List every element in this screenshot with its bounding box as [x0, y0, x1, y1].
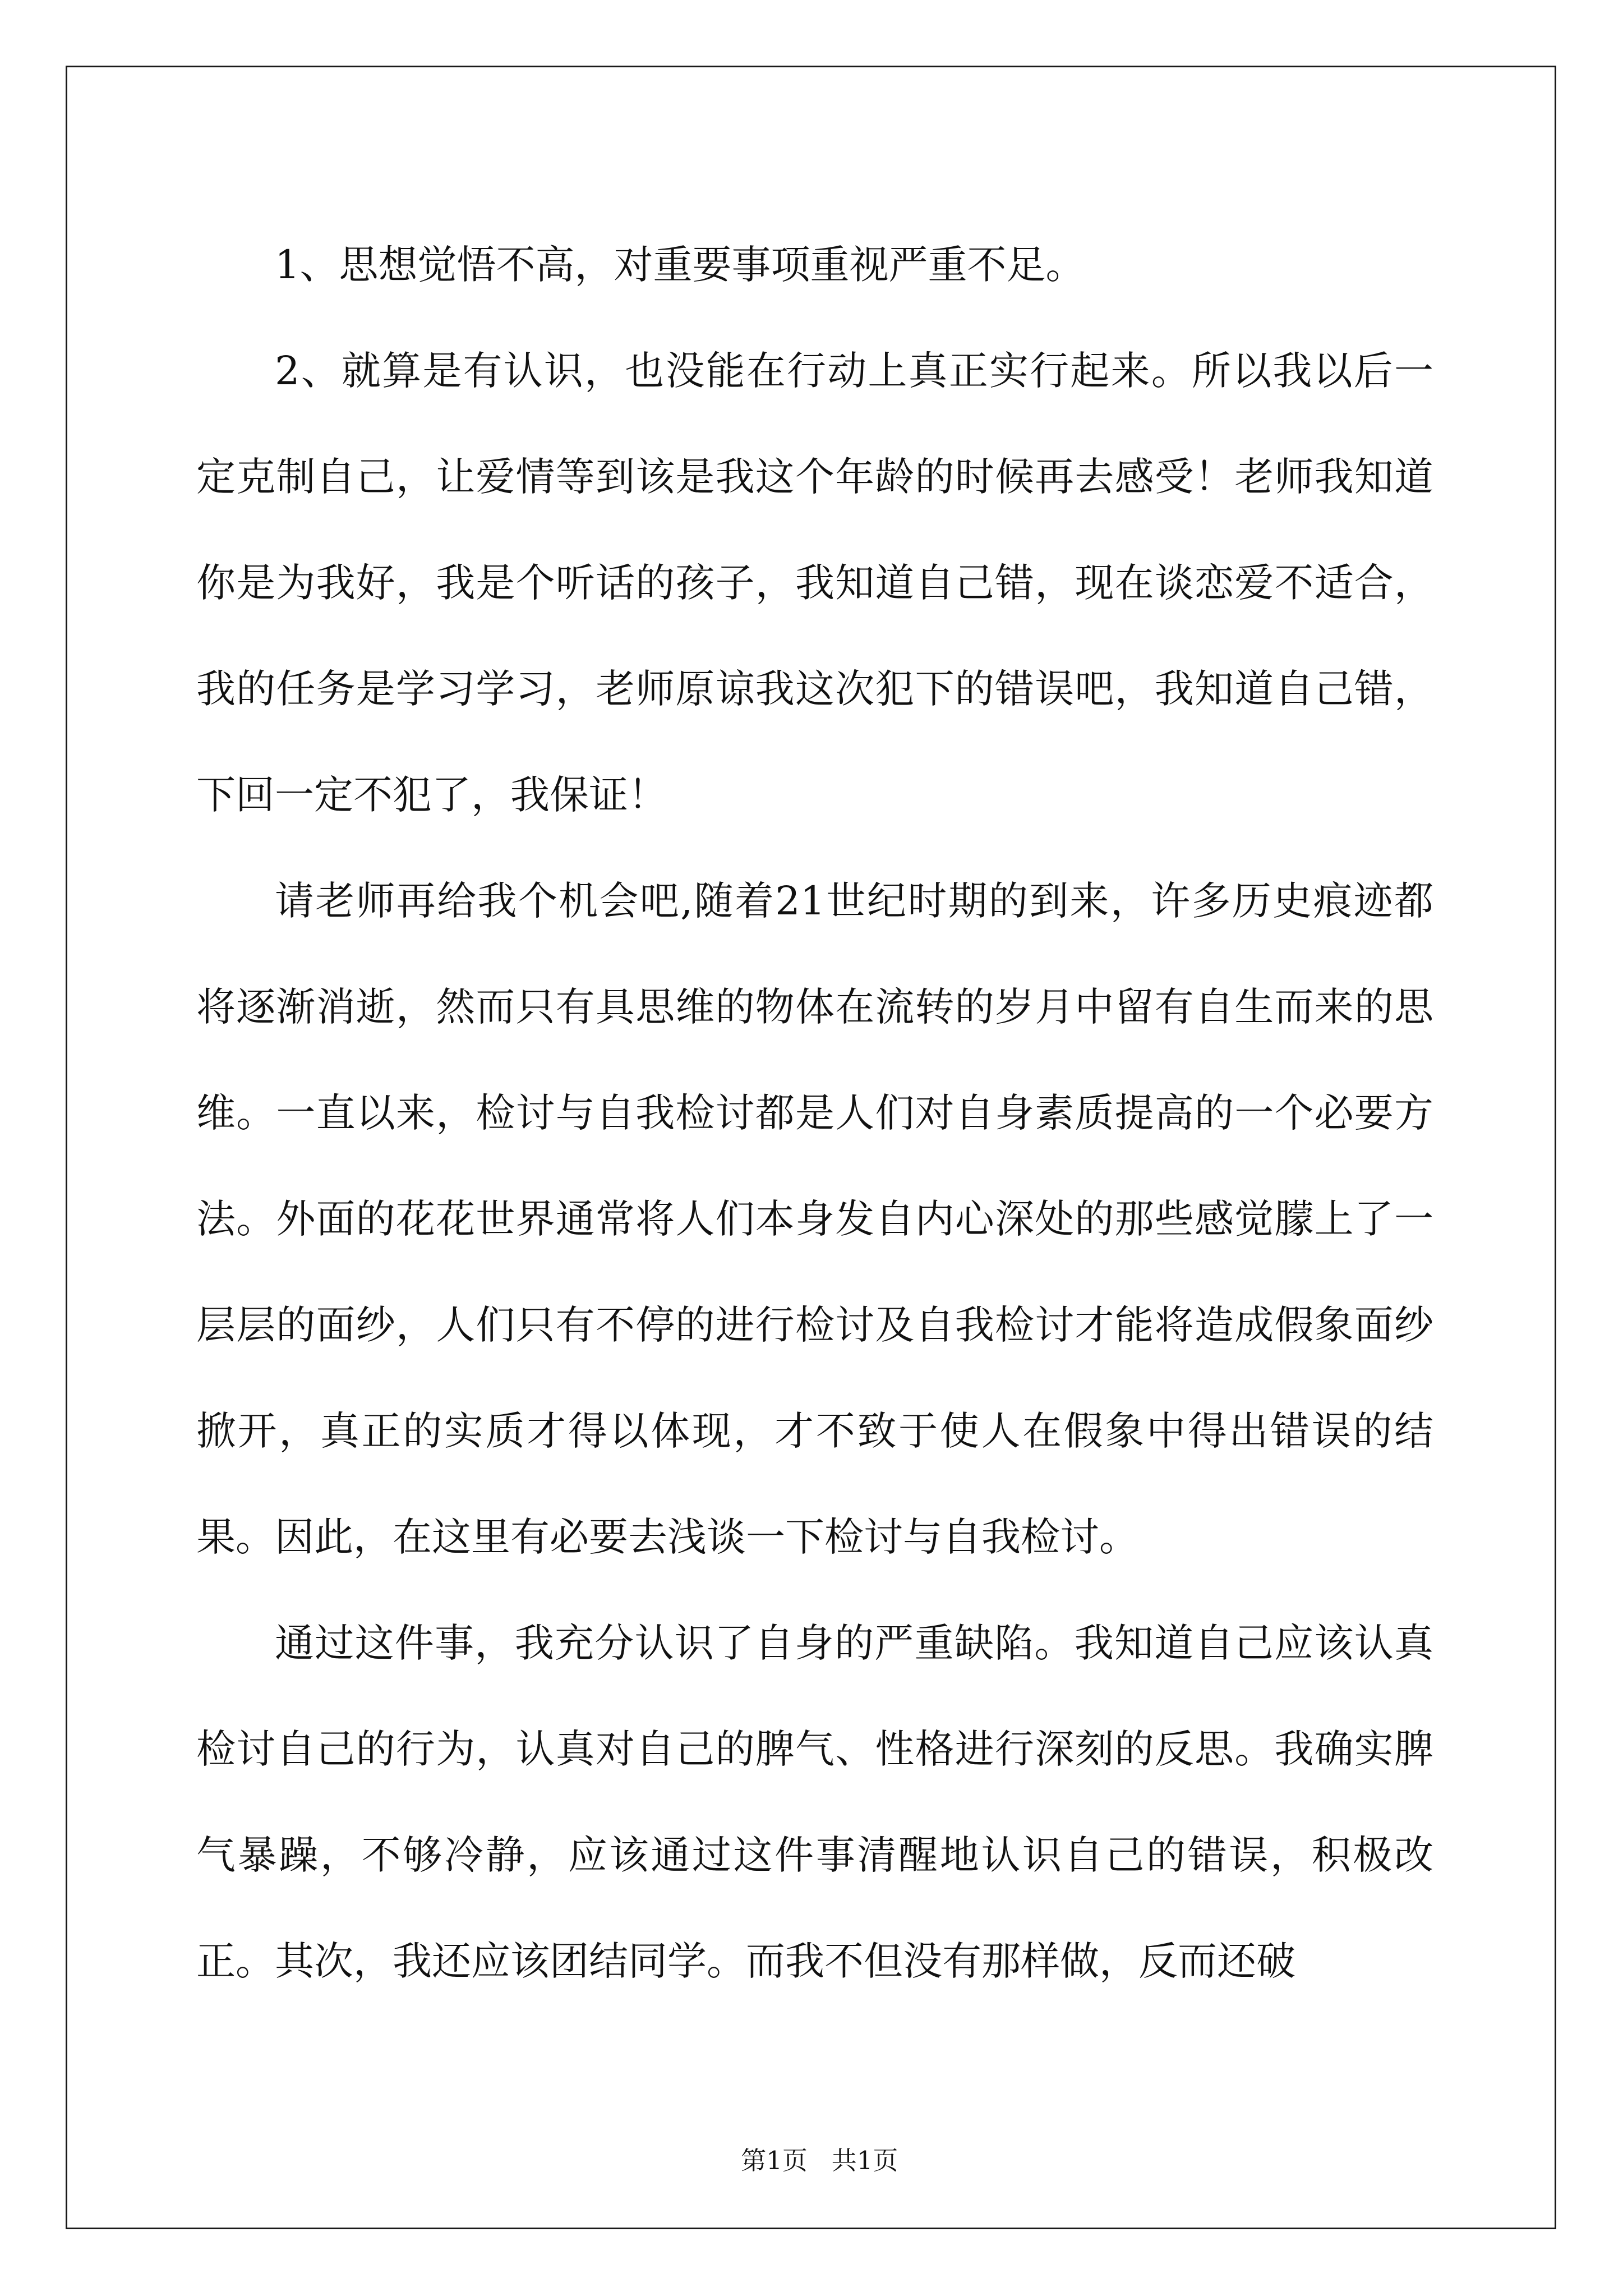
page-number-label: 第1页 共1页	[741, 2146, 898, 2175]
paragraph-1: 1、思想觉悟不高，对重要事项重视严重不足。	[275, 242, 1085, 288]
paragraph-2: 2、就算是有认识，也没能在行动上真正实行起来。所以我以后一定克制自己，让爱情等到该是我这个年龄的时候再去感受！老师我知道你是为我好，我是个听话的孩子，我知道自己错，现在谈恋爱不适合，我的任务是学习学习，老师原谅我这次犯下的错误吧，我知道自己错，下回一定不犯了，我保证！	[196, 348, 1433, 818]
paragraph-4: 通过这件事，我充分认识了自身的严重缺陷。我知道自己应该认真检讨自己的行为，认真对自己的脾气、性格进行深刻的反思。我确实脾气暴躁，不够冷静，应该通过这件事清醒地认识自己的错误，积极改正。其次，我还应该团结同学。而我不但没有那样做，反而还破	[196, 1620, 1433, 1984]
paragraph-3: 请老师再给我个机会吧,随着21世纪时期的到来，许多历史痕迹都将逐渐消逝，然而只有具思维的物体在流转的岁月中留有自生而来的思维。一直以来，检讨与自我检讨都是人们对自身素质提高的一个必要方法。外面的花花世界通常将人们本身发自内心深处的那些感觉朦上了一层层的面纱，人们只有不停的进行检讨及自我检讨才能将造成假象面纱掀开，真正的实质才得以体现，才不致于使人在假象中得出错误的结果。因此，在这里有必要去浅谈一下检讨与自我检讨。	[196, 878, 1433, 1560]
document-body	[196, 212, 1433, 2014]
page-footer	[0, 2110, 1623, 2178]
